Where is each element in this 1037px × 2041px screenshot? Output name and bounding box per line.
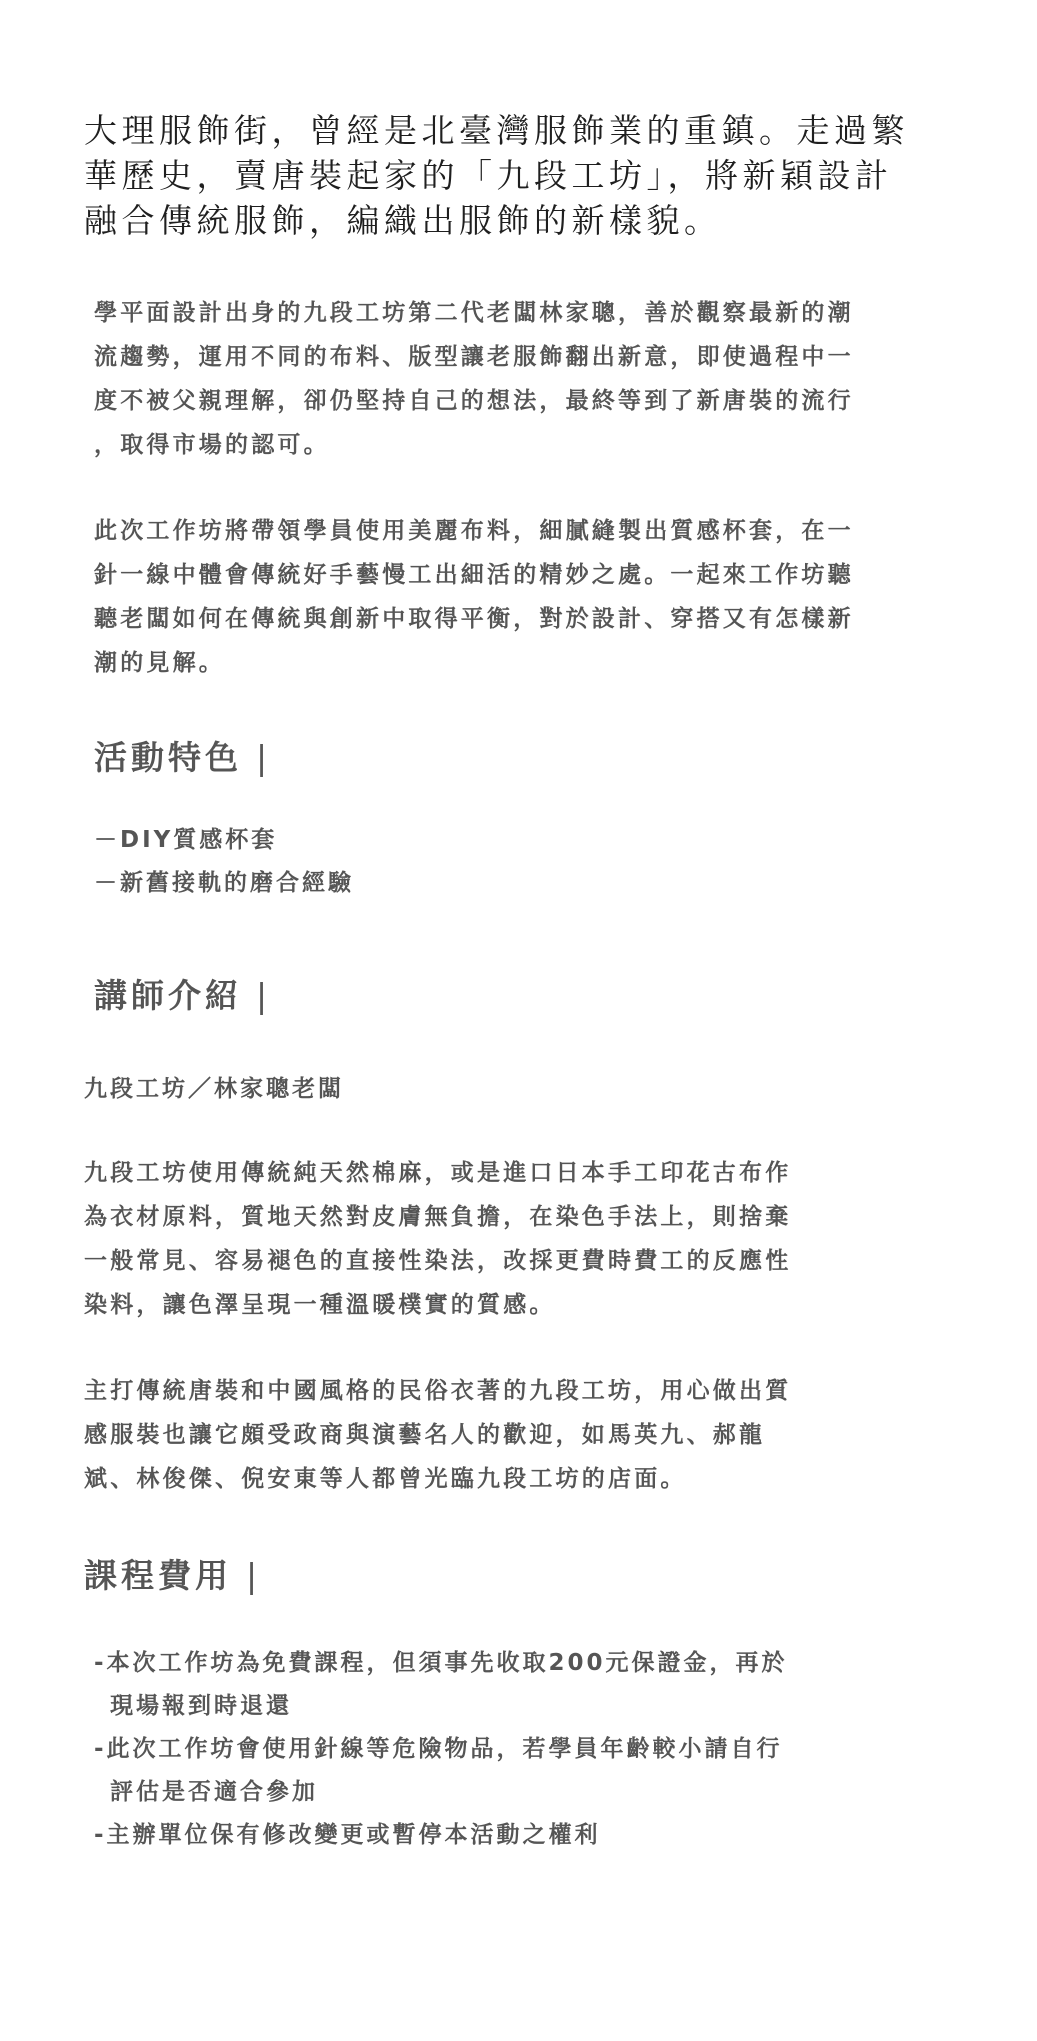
features-heading-text: 活動特色: [94, 738, 242, 777]
story-paragraph-2: [94, 509, 854, 685]
instructor-heading-text: 講師介紹: [94, 976, 242, 1015]
heading-bar: |: [256, 738, 272, 777]
fees-heading-text: 課程費用: [84, 1556, 232, 1595]
story-paragraph-1: [94, 291, 854, 467]
instructor-paragraph-2: [84, 1369, 791, 1501]
fee-item-line: -此次工作坊會使用針線等危險物品，若學員年齡較小請自行: [94, 1736, 783, 1762]
fee-item-continuation: 評估是否適合參加: [110, 1779, 318, 1805]
fee-item: [94, 1642, 788, 1728]
instructor-line: 斌、林俊傑、倪安東等人都曾光臨九段工坊的店面。: [84, 1466, 687, 1492]
fee-item-line: -本次工作坊為免費課程，但須事先收取200元保證金，再於: [94, 1650, 788, 1676]
intro-line: 華歷史，賣唐裝起家的「九段工坊」，將新穎設計: [84, 156, 893, 195]
fee-item: [94, 1728, 788, 1814]
instructor-name: 九段工坊／林家聰老闆: [84, 1076, 344, 1102]
instructor-paragraph-1: [84, 1151, 791, 1327]
intro-line: 大理服飾街，曾經是北臺灣服飾業的重鎮。走過繁: [84, 111, 909, 150]
intro-paragraph: [84, 108, 909, 243]
story-line: ，取得市場的認可。: [94, 432, 330, 458]
fees-heading: [84, 1553, 261, 1599]
instructor-line: 一般常見、容易褪色的直接性染法，改採更費時費工的反應性: [84, 1248, 792, 1274]
story-line: 度不被父親理解，卻仍堅持自己的想法，最終等到了新唐裝的流行: [94, 388, 854, 414]
instructor-line: 九段工坊使用傳統純天然棉麻，或是進口日本手工印花古布作: [84, 1160, 792, 1186]
instructor-line: 為衣材原料，質地天然對皮膚無負擔，在染色手法上，則捨棄: [84, 1204, 792, 1230]
fee-item: [94, 1814, 788, 1857]
features-list: [94, 819, 354, 905]
list-item: －DIY質感杯套: [94, 827, 278, 853]
story-line: 針一線中體會傳統好手藝慢工出細活的精妙之處。一起來工作坊聽: [94, 562, 854, 588]
story-line: 流趨勢，運用不同的布料、版型讓老服飾翻出新意，即使過程中一: [94, 344, 854, 370]
fees-list: [94, 1642, 788, 1857]
story-line: 聽老闆如何在傳統與創新中取得平衡，對於設計、穿搭又有怎樣新: [94, 606, 854, 632]
fee-item-line: -主辦單位保有修改變更或暫停本活動之權利: [94, 1822, 601, 1848]
story-line: 潮的見解。: [94, 650, 225, 676]
instructor-line: 染料，讓色澤呈現一種溫暖樸實的質感。: [84, 1292, 556, 1318]
heading-bar: |: [256, 976, 272, 1015]
instructor-heading: [94, 973, 271, 1019]
story-line: 學平面設計出身的九段工坊第二代老闆林家聰，善於觀察最新的潮: [94, 300, 854, 326]
story-line: 此次工作坊將帶領學員使用美麗布料，細膩縫製出質感杯套，在一: [94, 518, 854, 544]
list-item: －新舊接軌的磨合經驗: [94, 870, 354, 896]
features-heading: [94, 735, 271, 781]
fee-item-continuation: 現場報到時退還: [110, 1693, 292, 1719]
intro-line: 融合傳統服飾，編織出服飾的新樣貌。: [84, 201, 722, 240]
instructor-line: 主打傳統唐裝和中國風格的民俗衣著的九段工坊，用心做出質: [84, 1378, 792, 1404]
instructor-line: 感服裝也讓它頗受政商與演藝名人的歡迎，如馬英九、郝龍: [84, 1422, 766, 1448]
heading-bar: |: [246, 1556, 262, 1595]
